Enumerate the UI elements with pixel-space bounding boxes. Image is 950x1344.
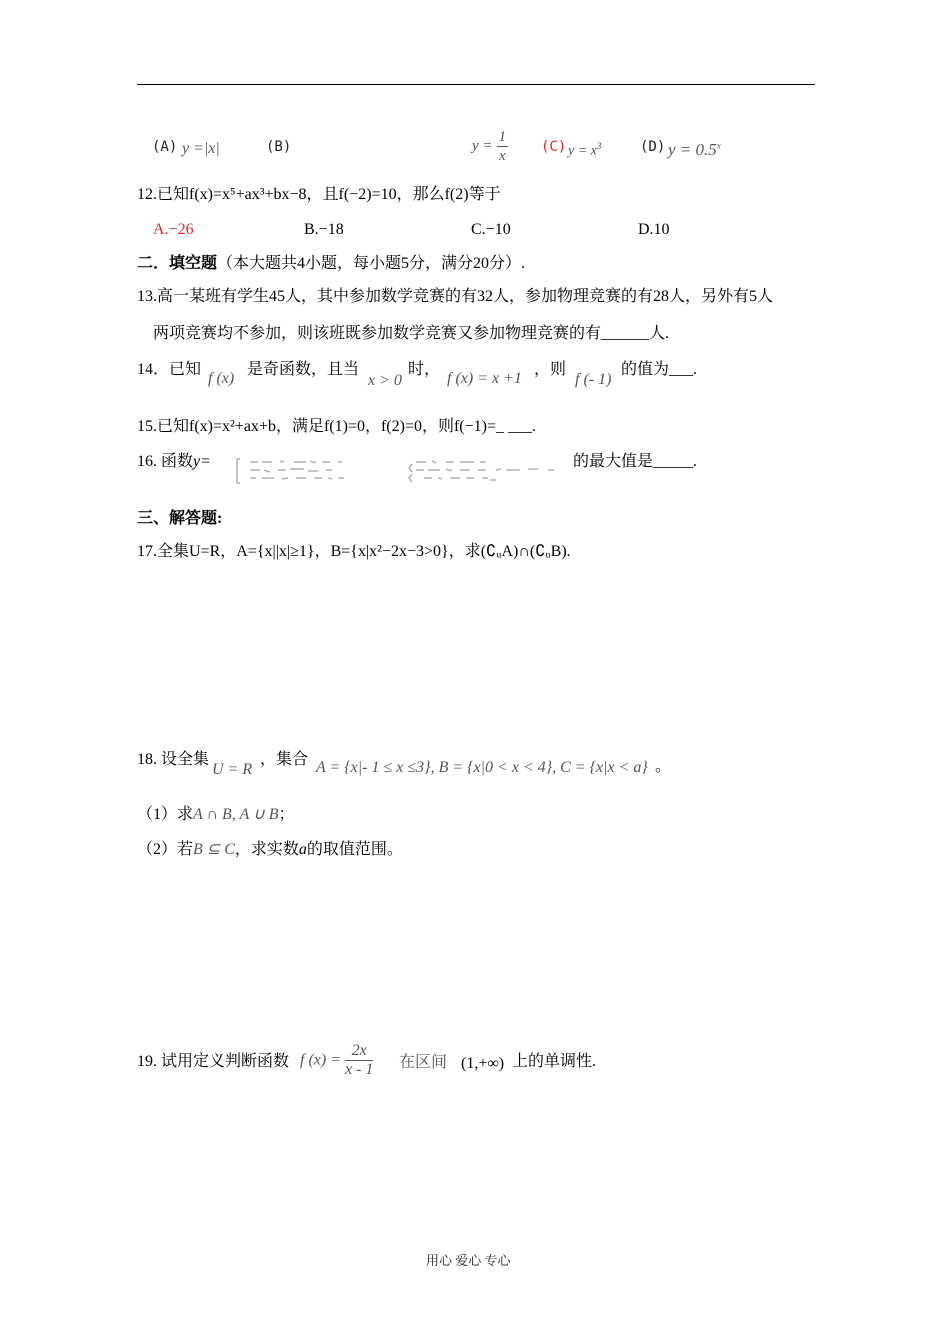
q11-d-formula-text: y = 0.5: [668, 140, 717, 159]
q12-option-d: D.10: [638, 221, 670, 238]
q16-piecewise-svg: [234, 456, 566, 486]
q11-d-exponent: x: [716, 140, 721, 151]
q19-suffix: 上的单调性.: [512, 1053, 597, 1070]
q18-part2-expr: B ⊆ C: [193, 841, 235, 858]
q11-option-b-formula: [472, 128, 508, 165]
q14-expression: f (x) = x +1: [447, 370, 522, 387]
q18-prefix: 18. 设全集: [137, 751, 210, 768]
q12-text: 12.已知f(x)=x⁵+ax³+bx−8，且f(−2)=10，那么f(2)等于: [137, 186, 501, 203]
q19-fraction: [345, 1042, 373, 1079]
q11-option-b-label: (B): [266, 139, 292, 155]
q11-c-exponent: 3: [596, 141, 602, 151]
q16-y: y=: [193, 453, 211, 470]
q11-option-d-formula: [668, 140, 721, 160]
q11-b-fraction: [497, 128, 509, 165]
q18-part2-var: a: [298, 841, 307, 858]
q14-f2: f (- 1): [575, 371, 612, 388]
q17-text: 17.全集U=R，A={x||x|≥1}，B={x|x²−2x−3>0}，求(∁ᵤA)∩(∁ᵤB).: [137, 543, 571, 560]
q19-interval: (1,+∞): [461, 1055, 505, 1072]
q18-end: 。: [655, 758, 672, 775]
q11-b-lhs: y =: [472, 138, 493, 154]
q12-option-b: B.−18: [304, 221, 344, 238]
q14-mid2: 时，: [408, 361, 441, 378]
q18-part1-end: ；: [278, 806, 295, 823]
q16-suffix: 的最大值是_____.: [573, 453, 698, 470]
q11-option-c-formula: [568, 141, 601, 160]
q11-b-numerator: 1: [498, 129, 507, 145]
section2-title: 二．填空题: [137, 255, 218, 272]
q19-mid: 在区间: [399, 1054, 448, 1071]
q14-suffix: 的值为___.: [621, 361, 698, 378]
q18-part1: [137, 805, 295, 825]
q16-piecewise-formula-image: [234, 456, 566, 486]
q19-function: [300, 1042, 373, 1079]
q19-prefix: 19. 试用定义判断函数: [137, 1053, 290, 1070]
q11-option-d-label: (D): [640, 139, 666, 155]
q19-f-lhs: f (x) =: [300, 1051, 341, 1069]
q18-part1-expr: A ∩ B, A ∪ B: [193, 806, 279, 823]
q12-option-a: A.−26: [153, 221, 194, 238]
q11-c-formula-text: y = x: [568, 143, 597, 159]
q18-part2: [137, 840, 403, 860]
q13-line1: 13.高一某班有学生45人，其中参加数学竞赛的有32人，参加物理竞赛的有28人，另外有5人: [137, 288, 774, 305]
q11-option-c-label: (C): [541, 139, 567, 155]
page-footer: 用心 爱心 专心: [426, 1253, 511, 1268]
q18-mid: ，集合: [260, 751, 309, 768]
section2-note: （本大题共4小题，每小题5分，满分20分）.: [217, 255, 526, 272]
section3-title: 三、解答题:: [137, 510, 223, 527]
q18-part2-end: 的取值范围。: [306, 841, 403, 858]
q14-prefix: 14．已知: [137, 361, 202, 378]
q16-prefix-text: 16. 函数: [137, 453, 194, 470]
q13-line2: 两项竞赛均不参加，则该班既参加数学竞赛又参加物理竞赛的有______人.: [153, 325, 670, 342]
q18-universe: U = R: [212, 761, 253, 778]
q14-mid3: ，则: [534, 361, 567, 378]
header-rule: [137, 84, 815, 85]
q19-numerator: 2x: [345, 1042, 373, 1061]
q18-sets: A = {x|- 1 ≤ x ≤3}, B = {x|0 < x < 4}, C = {x|x < a}: [316, 759, 648, 776]
q19-denominator: x - 1: [345, 1061, 374, 1078]
q12-option-c: C.−10: [471, 221, 511, 238]
q14-condition: x > 0: [368, 372, 402, 389]
section2-heading: [137, 254, 525, 274]
q16-prefix: [137, 452, 211, 472]
q11-b-denominator: x: [498, 148, 506, 164]
q11-option-a-label: (A): [152, 139, 178, 155]
q11-option-a-formula: y =|x|: [182, 140, 220, 157]
q14-f1: f (x): [208, 370, 235, 387]
q18-part2-label: （2）若: [137, 841, 194, 858]
q15-text: 15.已知f(x)=x²+ax+b，满足f(1)=0，f(2)=0，则f(−1)=_ ___.: [137, 418, 537, 435]
q14-mid1: 是奇函数，且当: [247, 361, 360, 378]
q18-part1-label: （1）求: [137, 806, 194, 823]
q18-part2-mid: ，求实数: [234, 841, 299, 858]
